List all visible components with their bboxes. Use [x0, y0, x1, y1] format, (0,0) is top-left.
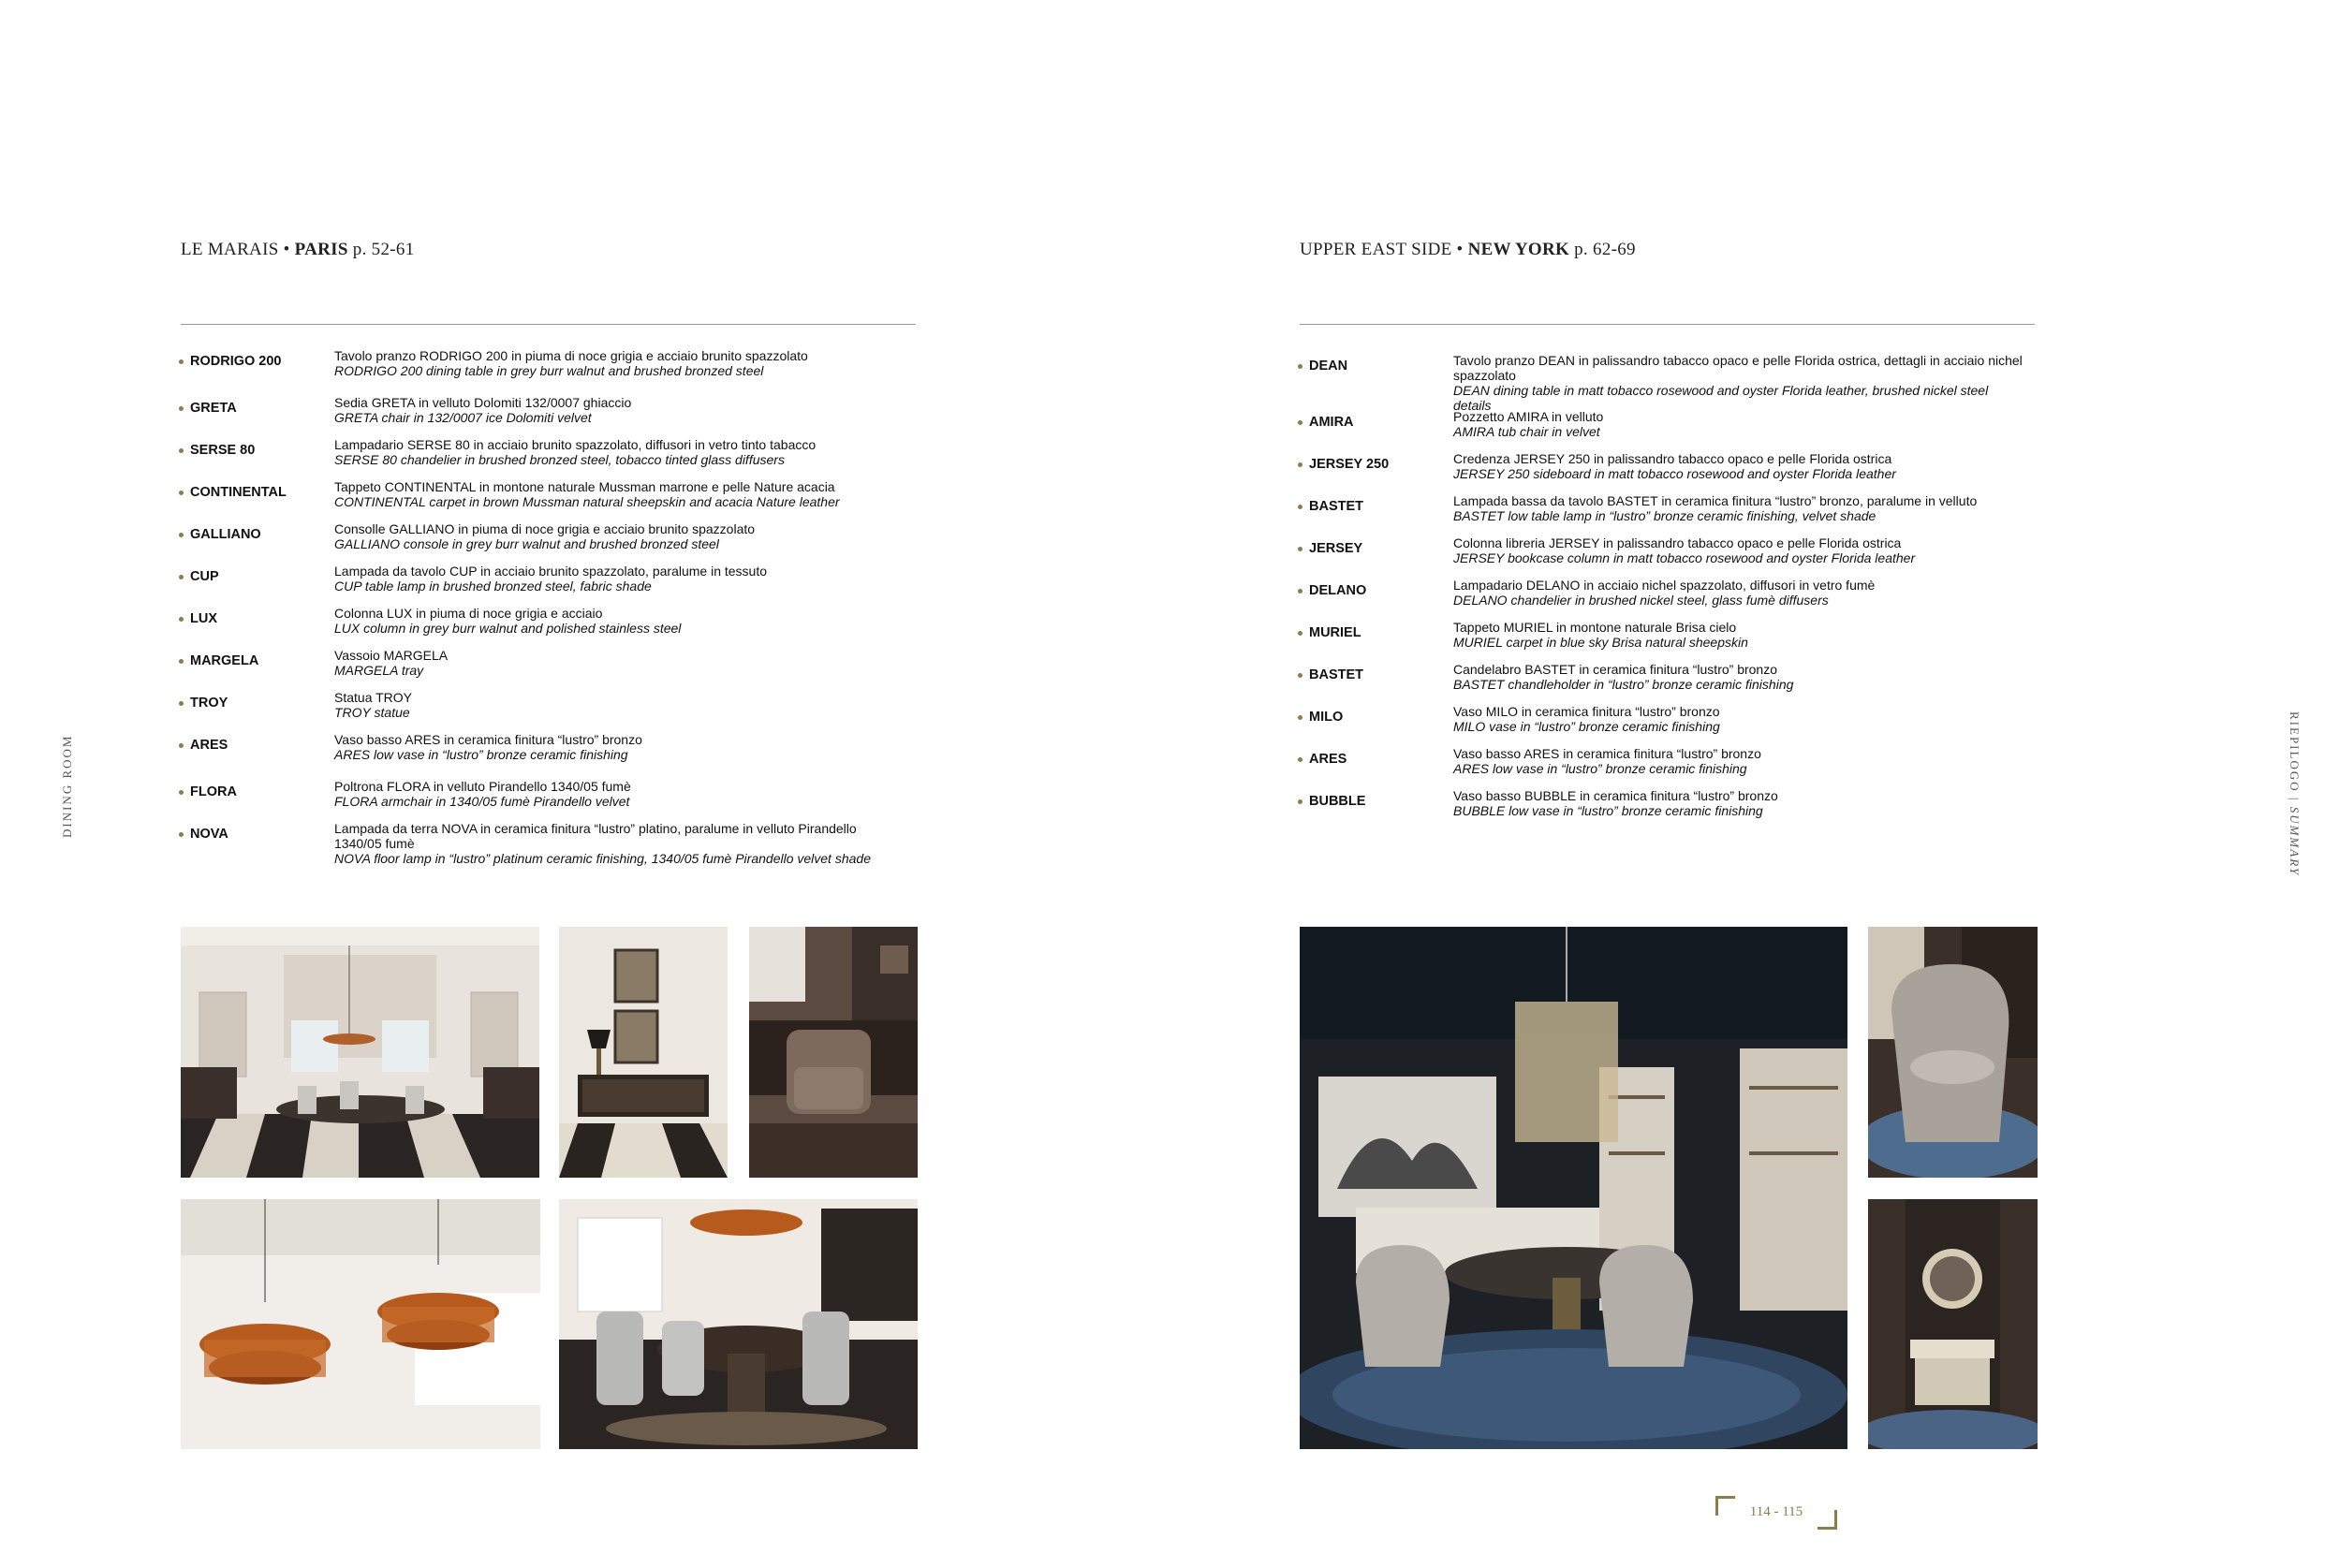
- title-pages: p. 52-61: [347, 240, 415, 259]
- item-description-it: Poltrona FLORA in velluto Pirandello 1340/05 fumè: [334, 779, 631, 794]
- bullet-icon: [1298, 631, 1302, 636]
- item-name: MARGELA: [190, 653, 259, 668]
- side-label-en: SUMMARY: [2288, 806, 2302, 877]
- item-description-it: Lampada da terra NOVA in ceramica finitura “lustro” platino, paralume in velluto Pirandello 1340/05 fumè: [334, 821, 857, 851]
- item-description-en: TROY statue: [334, 705, 410, 720]
- photo-paris-console: [559, 927, 728, 1178]
- item-name: DELANO: [1309, 583, 1367, 598]
- item-name: FLORA: [190, 784, 237, 799]
- photo-newyork-tub-chair: [1868, 927, 2038, 1178]
- bullet-icon: [1298, 420, 1302, 425]
- item-name: NOVA: [190, 827, 228, 842]
- section-title-paris: [181, 240, 415, 260]
- bullet-icon: [179, 659, 184, 664]
- item-name: SERSE 80: [190, 443, 256, 458]
- bullet-icon: [1298, 673, 1302, 678]
- photo-paris-dining-room: [181, 927, 539, 1178]
- bullet-icon: [179, 491, 184, 495]
- item-description-en: JERSEY 250 sideboard in matt tobacco rosewood and oyster Florida leather: [1453, 466, 1896, 481]
- side-label-text: DINING ROOM: [60, 734, 74, 838]
- item-description-en: CONTINENTAL carpet in brown Mussman natural sheepskin and acacia Nature leather: [334, 494, 840, 509]
- item-name: BUBBLE: [1309, 794, 1366, 809]
- bullet-icon: [179, 406, 184, 411]
- bullet-icon: [179, 359, 184, 364]
- corner-mark-icon: [1818, 1510, 1837, 1530]
- bullet-icon: [179, 617, 184, 622]
- item-description: [1453, 493, 2024, 523]
- item-description: [1453, 535, 2024, 565]
- item-description-it: Vaso basso BUBBLE in ceramica finitura “lustro” bronzo: [1453, 788, 1778, 803]
- item-description-en: BASTET chandleholder in “lustro” bronze ceramic finishing: [1453, 677, 1794, 692]
- item-description-it: Vaso basso ARES in ceramica finitura “lustro” bronzo: [334, 732, 642, 747]
- item-name: ARES: [190, 738, 228, 753]
- item-description: [334, 348, 905, 378]
- item-name: AMIRA: [1309, 415, 1354, 430]
- item-description-en: BUBBLE low vase in “lustro” bronze ceramic finishing: [1453, 803, 1763, 818]
- item-description-it: Lampadario SERSE 80 in acciaio brunito spazzolato, diffusori in vetro tinto tabacco: [334, 437, 817, 452]
- item-description-it: Pozzetto AMIRA in velluto: [1453, 409, 1604, 424]
- item-description-en: DELANO chandelier in brushed nickel steel, glass fumè diffusers: [1453, 593, 1829, 608]
- item-description-it: Lampadario DELANO in acciaio nichel spazzolato, diffusori in vetro fumè: [1453, 578, 1876, 593]
- item-name: GRETA: [190, 401, 237, 416]
- bullet-icon: [1298, 547, 1302, 551]
- item-description-en: MARGELA tray: [334, 663, 424, 678]
- item-name: JERSEY 250: [1309, 457, 1390, 472]
- bullet-icon: [179, 790, 184, 795]
- item-name: TROY: [190, 696, 228, 711]
- item-description: [334, 395, 905, 425]
- bullet-icon: [1298, 799, 1302, 804]
- title-city: PARIS: [294, 240, 348, 259]
- item-description: [334, 821, 905, 866]
- item-description: [1453, 451, 2024, 481]
- item-description: [334, 437, 905, 467]
- side-label-dining-room: [60, 735, 75, 838]
- divider-newyork: [1300, 324, 2035, 325]
- bullet-icon: [179, 575, 184, 579]
- divider-paris: [181, 324, 916, 325]
- item-description-it: Tavolo pranzo RODRIGO 200 in piuma di noce grigia e acciaio brunito spazzolato: [334, 348, 808, 363]
- bullet-icon: [1298, 757, 1302, 762]
- item-description-it: Sedia GRETA in velluto Dolomiti 132/0007 ghiaccio: [334, 395, 632, 410]
- item-name: DEAN: [1309, 359, 1348, 374]
- item-description-en: SERSE 80 chandelier in brushed bronzed steel, tobacco tinted glass diffusers: [334, 452, 785, 467]
- item-description-it: Tavolo pranzo DEAN in palissandro tabacco opaco e pelle Florida ostrica, dettagli in acciaio nichel spazzolato: [1453, 353, 2023, 383]
- title-city: NEW YORK: [1467, 240, 1570, 259]
- bullet-icon: [1298, 462, 1302, 467]
- item-description: [1453, 704, 2024, 734]
- item-description-it: Tappeto CONTINENTAL in montone naturale Mussman marrone e pelle Nature acacia: [334, 479, 835, 494]
- item-description: [334, 521, 905, 551]
- item-description: [1453, 788, 2024, 818]
- item-description: [334, 779, 905, 809]
- photo-newyork-console: [1868, 1199, 2038, 1449]
- item-name: MILO: [1309, 710, 1344, 725]
- title-prefix: UPPER EAST SIDE •: [1300, 240, 1468, 259]
- item-description-it: Colonna LUX in piuma di noce grigia e acciaio: [334, 606, 603, 621]
- bullet-icon: [179, 448, 184, 453]
- item-name: LUX: [190, 611, 217, 626]
- item-description: [1453, 620, 2024, 650]
- item-description-it: Vassoio MARGELA: [334, 648, 449, 663]
- item-description-it: Candelabro BASTET in ceramica finitura “lustro” bronzo: [1453, 662, 1778, 677]
- bullet-icon: [179, 743, 184, 748]
- item-description-en: DEAN dining table in matt tobacco rosewood and oyster Florida leather, brushed nickel steel details: [1453, 383, 1989, 413]
- page-number: [1715, 1496, 1837, 1530]
- item-name: GALLIANO: [190, 527, 261, 542]
- side-label-it: RIEPILOGO: [2288, 711, 2302, 793]
- photo-paris-chandeliers: [181, 1199, 540, 1449]
- item-description-it: Statua TROY: [334, 690, 413, 705]
- item-description-it: Credenza JERSEY 250 in palissandro tabacco opaco e pelle Florida ostrica: [1453, 451, 1892, 466]
- item-description-it: Lampada da tavolo CUP in acciaio brunito spazzolato, paralume in tessuto: [334, 564, 768, 579]
- item-description: [334, 606, 905, 636]
- bullet-icon: [179, 701, 184, 706]
- bullet-icon: [1298, 715, 1302, 720]
- side-label-sep: |: [2288, 792, 2302, 807]
- page-number-text: 114 - 115: [1749, 1504, 1803, 1519]
- item-description-it: Vaso MILO in ceramica finitura “lustro” bronzo: [1453, 704, 1720, 719]
- item-name: CUP: [190, 569, 219, 584]
- item-description-it: Lampada bassa da tavolo BASTET in ceramica finitura “lustro” bronzo, paralume in velluto: [1453, 493, 1978, 508]
- item-description-en: AMIRA tub chair in velvet: [1453, 424, 1600, 439]
- item-description-en: JERSEY bookcase column in matt tobacco rosewood and oyster Florida leather: [1453, 550, 1916, 565]
- photo-newyork-dining-room: [1300, 927, 1847, 1449]
- item-description-en: ARES low vase in “lustro” bronze ceramic finishing: [334, 747, 628, 762]
- title-pages: p. 62-69: [1569, 240, 1636, 259]
- item-description-en: MURIEL carpet in blue sky Brisa natural sheepskin: [1453, 635, 1748, 650]
- item-description-en: GALLIANO console in grey burr walnut and brushed bronzed steel: [334, 536, 719, 551]
- photo-paris-armchair: [749, 927, 918, 1178]
- item-description-it: Colonna libreria JERSEY in palissandro tabacco opaco e pelle Florida ostrica: [1453, 535, 1902, 550]
- bullet-icon: [1298, 589, 1302, 593]
- item-description-it: Consolle GALLIANO in piuma di noce grigia e acciaio brunito spazzolato: [334, 521, 756, 536]
- item-description: [1453, 662, 2024, 692]
- item-description: [334, 690, 905, 720]
- photo-paris-dining-table: [559, 1199, 918, 1449]
- item-description: [1453, 353, 2024, 413]
- title-prefix: LE MARAIS •: [181, 240, 295, 259]
- item-name: ARES: [1309, 752, 1347, 767]
- item-description-it: Vaso basso ARES in ceramica finitura “lustro” bronzo: [1453, 746, 1761, 761]
- item-description-en: BASTET low table lamp in “lustro” bronze ceramic finishing, velvet shade: [1453, 508, 1876, 523]
- item-name: JERSEY: [1309, 541, 1363, 556]
- item-description: [334, 564, 905, 593]
- item-name: RODRIGO 200: [190, 354, 282, 369]
- item-description: [334, 648, 905, 678]
- item-description-en: LUX column in grey burr walnut and polished stainless steel: [334, 621, 682, 636]
- item-description: [334, 479, 905, 509]
- item-name: CONTINENTAL: [190, 485, 287, 500]
- item-description-en: RODRIGO 200 dining table in grey burr walnut and brushed bronzed steel: [334, 363, 764, 378]
- item-description: [1453, 578, 2024, 608]
- item-description-en: NOVA floor lamp in “lustro” platinum ceramic finishing, 1340/05 fumè Pirandello velvet shade: [334, 851, 871, 866]
- bullet-icon: [1298, 505, 1302, 509]
- section-title-newyork: [1300, 240, 1636, 260]
- bullet-icon: [1298, 364, 1302, 369]
- item-description: [334, 732, 905, 762]
- item-name: MURIEL: [1309, 625, 1361, 640]
- item-description-en: CUP table lamp in brushed bronzed steel, fabric shade: [334, 579, 652, 593]
- item-name: BASTET: [1309, 499, 1363, 514]
- item-description-en: MILO vase in “lustro” bronze ceramic finishing: [1453, 719, 1720, 734]
- item-description-en: FLORA armchair in 1340/05 fumè Pirandello velvet: [334, 794, 630, 809]
- item-description-it: Tappeto MURIEL in montone naturale Brisa cielo: [1453, 620, 1737, 635]
- item-description-en: GRETA chair in 132/0007 ice Dolomiti velvet: [334, 410, 592, 425]
- item-description: [1453, 409, 2024, 439]
- side-label-summary: [2287, 711, 2302, 876]
- item-name: BASTET: [1309, 667, 1363, 682]
- item-description: [1453, 746, 2024, 776]
- item-description-en: ARES low vase in “lustro” bronze ceramic finishing: [1453, 761, 1747, 776]
- bullet-icon: [179, 832, 184, 837]
- bullet-icon: [179, 533, 184, 537]
